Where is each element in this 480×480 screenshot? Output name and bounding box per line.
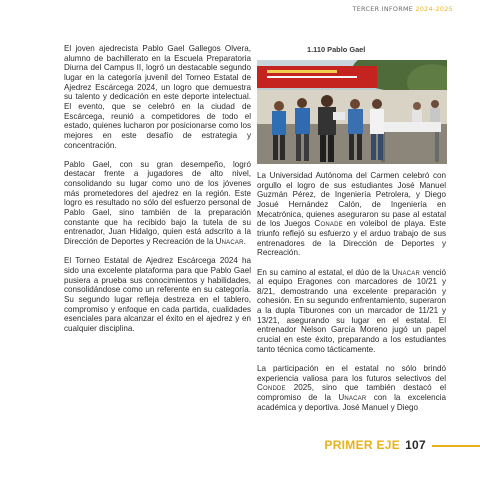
unacar-abbr: Unacar	[338, 392, 367, 402]
paragraph-text: 2025, sino que también destacó el compromiso de la	[257, 383, 446, 402]
paragraph	[257, 364, 446, 412]
paragraph-text: con la excelencia académica y deportiva. José Manuel y Diego	[257, 392, 446, 412]
right-text-column	[257, 171, 446, 412]
paragraph: Pablo Gael, con su gran desempeño, logró destacar frente a jugadores de alto nivel, consolidando su lugar como uno de los jóvenes más prometedores del ajedrez en la región. Este logro es resultado no sólo del esfuerzo personal de Pablo Gael, sino también de la preparación constante que ha recibido bajo la tutela de su entrenador, Juan Hidalgo, quien está adscrito a la Dirección de Deportes y Recreación de la Unacar.	[64, 159, 251, 247]
unacar-abbr: Unacar	[215, 237, 244, 247]
paragraph-text: En su camino al estatal, el dúo de la	[257, 267, 392, 277]
left-text-column	[64, 44, 251, 334]
condde-abbr: Condde	[257, 383, 286, 393]
unacar-abbr: Unacar	[391, 267, 421, 277]
award-photo	[257, 60, 447, 164]
paragraph-text: venció al equipo Eragones con marcadores de 10/21 y 8/21, demostrando una excelente preparación y cohesión. En su segundo enfrentamiento, superaron a la dupla Tiburones con un marcador de 11/21 y 13/21, asegurando su lugar en el estatal. El entrenador Nelson García Moreno jugó un papel crucial en este éxito, preparando a los estudiantes tanto técnica como tácticamente.	[257, 267, 446, 354]
report-years: 2024-2025	[415, 5, 453, 13]
paragraph-text: Pablo Gael, con su gran desempeño, logró destacar frente a jugadores de alto nivel, consolidando su lugar como uno de los jóvenes más prometedores del ajedrez en la región. Este logro es resultado no sólo del esfuerzo personal de Pablo Gael, sino también de la preparación constante que ha recibido bajo la tutela de su entrenador, Juan Hidalgo, quien está adscrito a la Dirección de Deportes y Recreación de la	[64, 159, 251, 247]
paragraph	[257, 171, 446, 258]
photo-caption: 1.110 Pablo Gael	[307, 45, 366, 54]
section-label: PRIMER EJE	[324, 438, 401, 452]
paragraph: El joven ajedrecista Pablo Gael Gallegos Olvera, alumno de bachillerato en la Escuela Preparatoria Diurna del Campus II, logró un destacable segundo lugar en la categoría juvenil del Torneo Estatal de Ajedrez Escárcega 2024, un logro que demuestra su talento y dedicación en este deporte intelectual. El evento, que se celebró en la ciudad de Escárcega, reunió a competidores de todo el estado, quienes lucharon por posicionarse como los mejores en este desafío de estrategia y concentración.	[64, 44, 251, 150]
paragraph: El Torneo Estatal de Ajedrez Escárcega 2024 ha sido una excelente plataforma para que Pablo Gael pusiera a prueba sus conocimientos y habilidades, consolidándose como un referente en su categoría. Su segundo lugar refleja destreza en el tablero, compromiso y enfoque en cada partida, cualidades esenciales para alcanzar el éxito en el ajedrez y en cualquier disciplina.	[64, 256, 251, 333]
conade-abbr: Conade	[314, 219, 343, 229]
paragraph	[257, 268, 446, 355]
report-title: TERCER INFORME	[352, 5, 414, 13]
paragraph-text: La participación en el estatal no sólo brindó experiencia valiosa para los futuros selectivos del	[257, 364, 446, 383]
footer-accent-line	[432, 445, 480, 447]
page-number: 107	[405, 438, 426, 452]
paragraph-text: La Universidad Autónoma del Carmen celebró con orgullo el logro de sus estudiantes José Manuel Guzmán Pérez, de Ingeniería Petrolera, y Diego Josué Hernández Calón, de Ingeniería en Mecatrónica, quienes aseguraron su pase al estatal de los Juegos	[257, 171, 446, 229]
page-footer	[324, 438, 426, 452]
award-photo-illustration	[257, 60, 447, 164]
report-header	[353, 5, 454, 13]
paragraph-text: en voleibol de playa. Este triunfo reflejó su esfuerzo y el arduo trabajo de sus entrenadores de la Dirección de Deportes y Recreación.	[257, 219, 446, 258]
